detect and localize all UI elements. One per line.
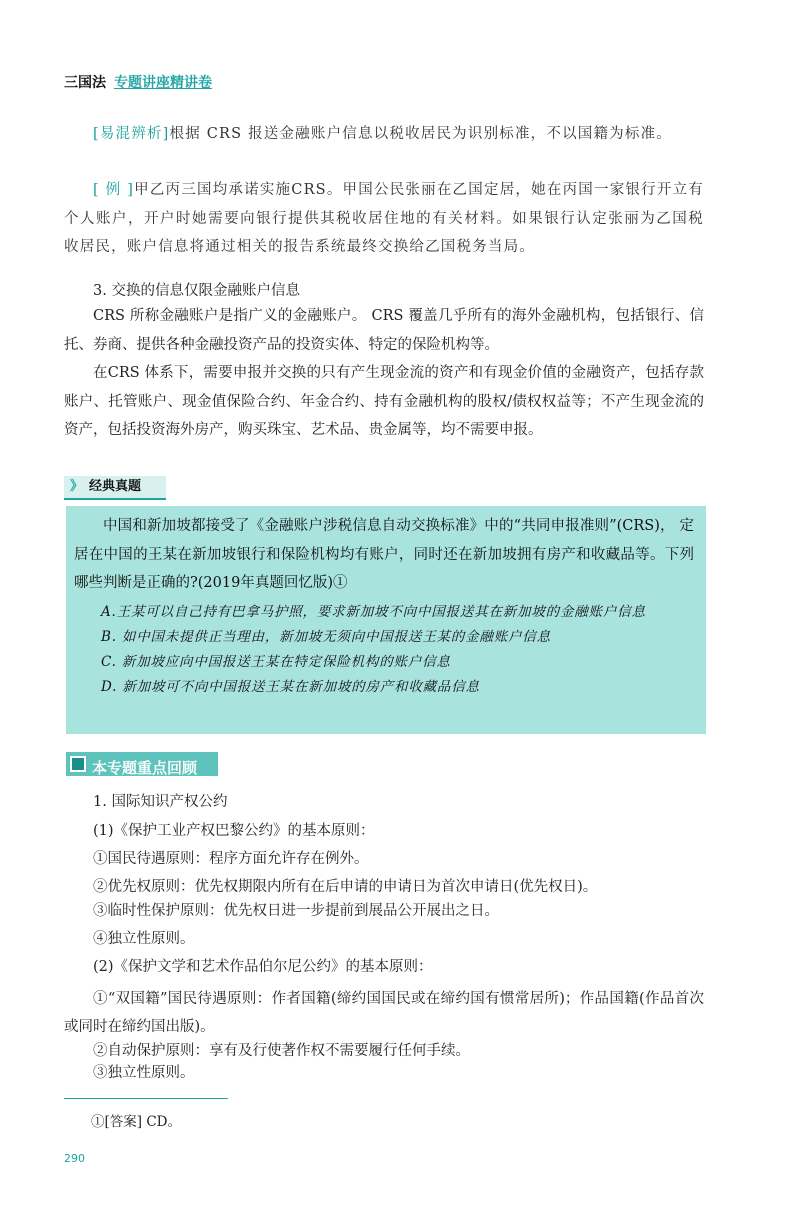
example-text: 甲乙丙三国均承诺实施CRS。甲国公民张丽在乙国定居，她在丙国一家银行开立有个人账户，开户时她需要向银行提供其税收居住地的有关材料。如果银行认定张丽为乙国税收居民，账户信息将通过相关的报告系统最终交换给乙国税务当局。	[64, 182, 704, 255]
exam-label	[64, 476, 166, 500]
review-line: (2)《保护文学和艺术作品伯尔尼公约》的基本原则：	[93, 959, 433, 975]
exam-option-a: A.王某可以自己持有巴拿马护照，要求新加坡不向中国报送其在新加坡的金融账户信息	[101, 603, 646, 620]
exam-option-c: C. 新加坡应向中国报送王某在特定保险机构的账户信息	[101, 653, 451, 670]
section-paragraph-2: 在CRS 体系下，需要申报并交换的只有产生现金流的资产和有现金价值的金融资产，包括存款账户、托管账户、现金值保险合约、年金合约、持有金融机构的股权/债权权益等；不产生现金流的资产，包括投资海外房产，购买珠宝、艺术品、贵金属等，均不需要申报。	[64, 365, 704, 438]
exam-stem: 中国和新加坡都接受了《金融账户涉税信息自动交换标准》中的“共同申报准则”(CRS)， 定居在中国的王某在新加坡银行和保险机构均有账户，同时还在新加坡拥有房产和收藏品等。下列哪些判断是正确的?(2019年真题回忆版)①	[74, 518, 694, 591]
review-banner-text: 本专题重点回顾	[92, 759, 198, 776]
exam-option-b: B. 如中国未提供正当理由，新加坡无须向中国报送王某的金融账户信息	[101, 628, 551, 645]
example-tag: [ 例 ]	[93, 182, 135, 198]
square-icon	[70, 756, 86, 772]
series-title: 专题讲座精讲卷	[114, 75, 212, 91]
review-line: ①“双国籍”国民待遇原则：作者国籍(缔约国国民或在缔约国有惯常居所)；作品国籍(作品首次或同时在缔约国出版)。	[64, 991, 704, 1035]
review-line: 1. 国际知识产权公约	[93, 794, 228, 810]
page-number: 290	[64, 1152, 85, 1165]
confusion-note	[64, 120, 704, 149]
review-line: ①国民待遇原则：程序方面允许存在例外。	[93, 851, 369, 867]
example-note	[64, 176, 704, 262]
review-line: ④独立性原则。	[93, 931, 195, 947]
review-banner	[66, 752, 218, 776]
running-header	[64, 74, 212, 92]
review-line: ③临时性保护原则：优先权日进一步提前到展品公开展出之日。	[93, 903, 499, 919]
exam-box	[66, 506, 706, 734]
footnote-divider	[64, 1098, 228, 1099]
exam-option-d: D. 新加坡可不向中国报送王某在新加坡的房产和收藏品信息	[101, 678, 480, 695]
double-chevron-icon: 》	[70, 479, 84, 494]
exam-label-text: 经典真题	[89, 479, 142, 494]
footnote: ①[答案] CD。	[91, 1114, 181, 1130]
review-line: ②优先权原则：优先权期限内所有在后申请的申请日为首次申请日(优先权日)。	[93, 879, 598, 895]
confusion-tag: [易混辨析]	[93, 126, 170, 142]
section-paragraph-1: CRS 所称金融账户是指广义的金融账户。 CRS 覆盖几乎所有的海外金融机构，包括银行、信托、券商、提供各种金融投资产品的投资实体、特定的保险机构等。	[64, 308, 704, 353]
confusion-text: 根据 CRS 报送金融账户信息以税收居民为识别标准，不以国籍为标准。	[169, 126, 672, 142]
book-title: 三国法	[64, 75, 106, 91]
review-line: (1)《保护工业产权巴黎公约》的基本原则：	[93, 823, 375, 839]
section-heading: 3. 交换的信息仅限金融账户信息	[93, 283, 300, 299]
review-line: ②自动保护原则：享有及行使著作权不需要履行任何手续。	[93, 1043, 470, 1059]
review-line: ③独立性原则。	[93, 1065, 195, 1081]
